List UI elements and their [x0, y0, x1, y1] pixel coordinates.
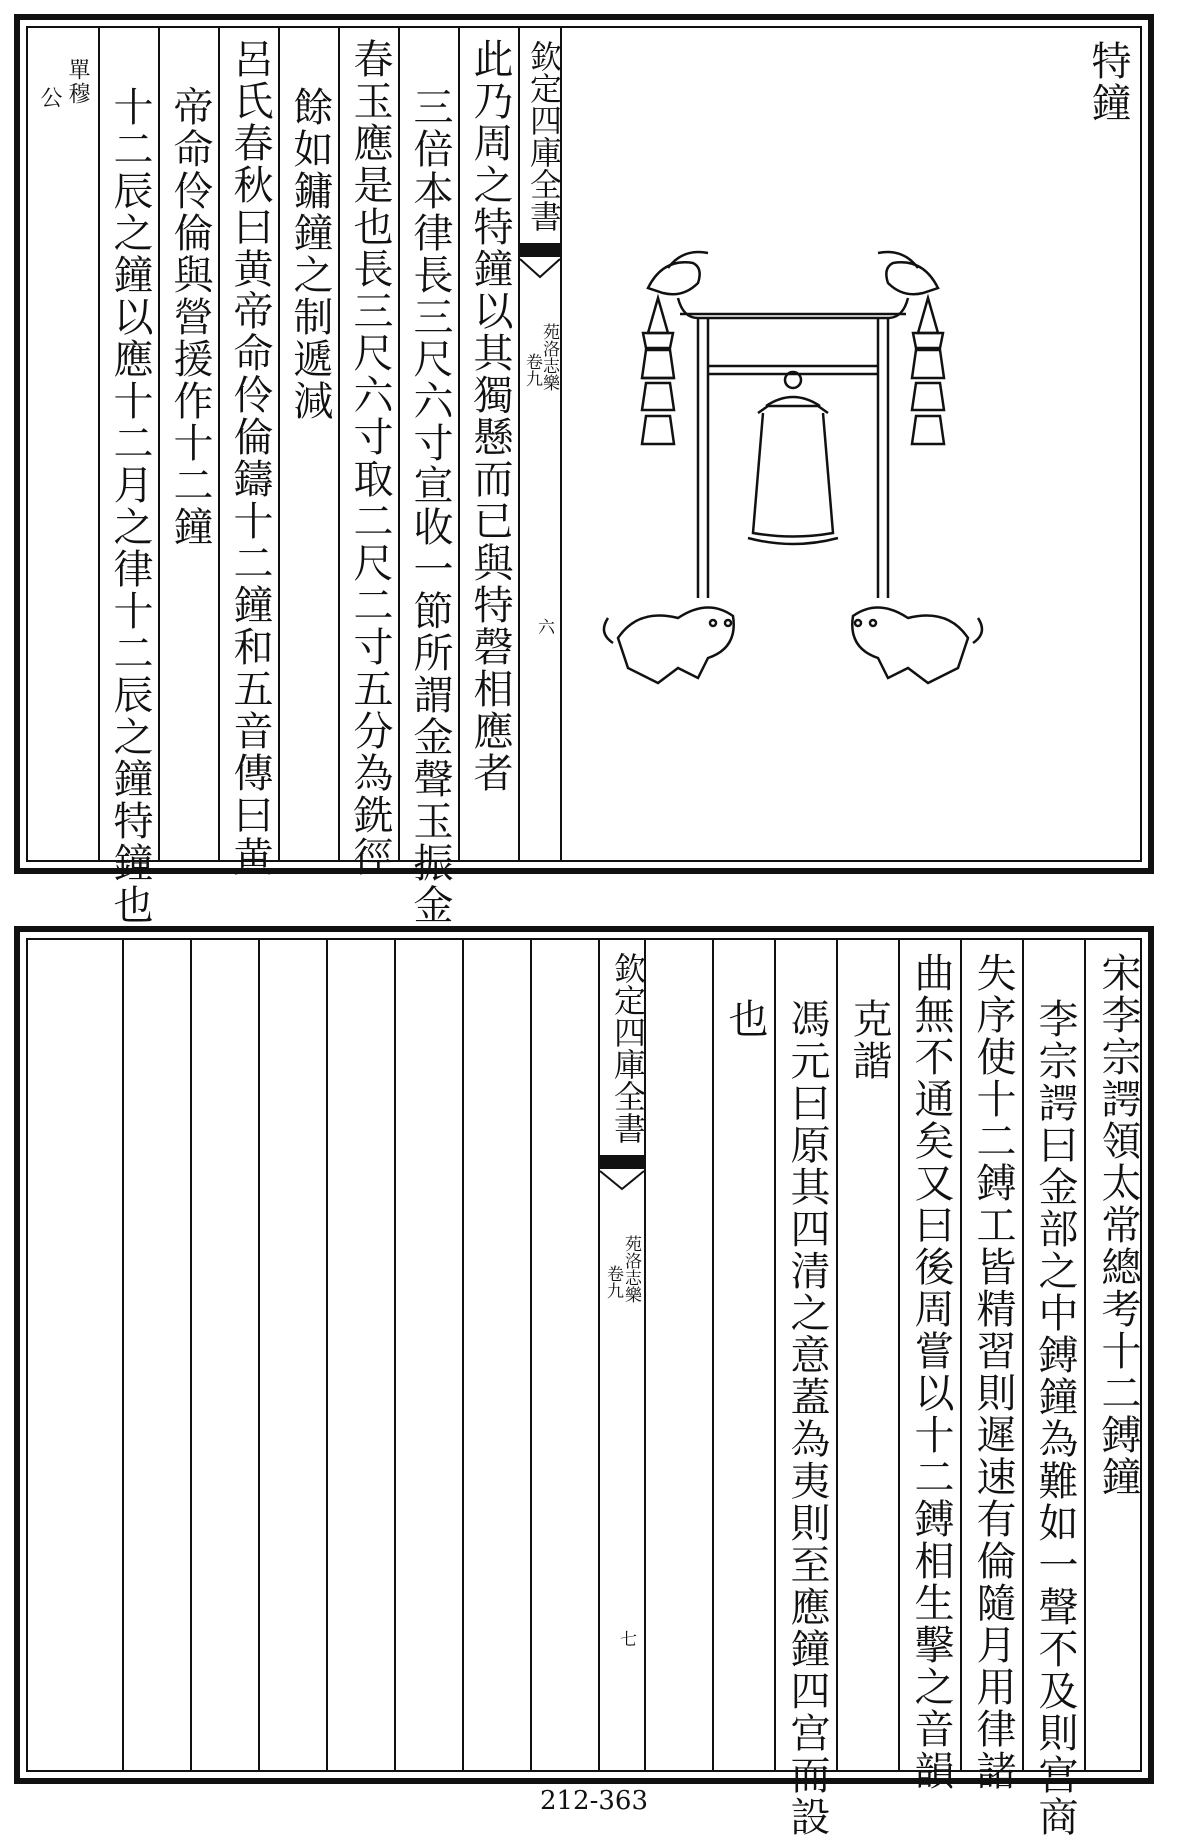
- text-column: 春玉應是也長三尺六寸取二尺二寸五分為銑徑: [338, 28, 400, 860]
- spine-book-title: 苑洛志樂: [539, 323, 559, 391]
- empty-column: [28, 940, 122, 1770]
- page-upper: [14, 14, 1154, 926]
- page-lower-spine: [598, 940, 646, 1770]
- spine-chevron-icon: [520, 257, 560, 279]
- spine-book-title: 苑洛志樂: [621, 1235, 641, 1303]
- spine-bar: [520, 243, 560, 257]
- text-column: 宋李宗諤領太常總考十二鎛鐘: [1084, 940, 1150, 1770]
- text-column: 十二辰之鐘以應十二月之律十二辰之鐘特鐘也: [98, 28, 160, 860]
- spine-page-number: 六: [534, 618, 554, 635]
- annotation: 單穆: [65, 58, 90, 106]
- spine-bar: [600, 1155, 644, 1169]
- annotation: 公: [37, 86, 62, 110]
- page-upper-spine: [518, 28, 562, 860]
- text-column: 帝命伶倫與營援作十二鐘: [158, 28, 220, 860]
- text-column: 也: [712, 940, 776, 1770]
- spine-chevron-icon: [600, 1169, 644, 1191]
- page-upper-frame: [26, 26, 1142, 926]
- empty-column: [122, 940, 192, 1770]
- text-column: 克諧: [836, 940, 900, 1770]
- spine-title: 欽定四庫全書: [609, 952, 647, 1144]
- empty-column: [530, 940, 600, 1770]
- text-column: 馮元曰原其四清之意蓋為夷則至應鐘四宫而設: [774, 940, 838, 1770]
- empty-column: [326, 940, 396, 1770]
- page-footer-number: 212-363: [539, 1786, 649, 1816]
- illustration-title: 特鐘: [1085, 40, 1131, 124]
- spine-volume: 卷九: [522, 353, 542, 387]
- empty-column: [462, 940, 532, 1770]
- spine-page-number: 七: [616, 1630, 636, 1647]
- text-column: 呂氏春秋曰黄帝命伶倫鑄十二鐘和五音傳曰黄: [218, 28, 280, 860]
- text-column: 三倍本律長三尺六寸宣收一節所謂金聲玉振金: [398, 28, 460, 860]
- text-column: 李宗諤曰金部之中鎛鐘為難如一聲不及則宫商: [1022, 940, 1086, 1770]
- empty-column: [258, 940, 328, 1770]
- empty-column: [190, 940, 260, 1770]
- spine-volume: 卷九: [603, 1265, 623, 1299]
- text-column: 曲無不通矣又曰後周嘗以十二鎛相生擊之音韻: [898, 940, 962, 1770]
- text-column: 失序使十二鎛工皆精習則遲速有倫隨月用律諸: [960, 940, 1024, 1770]
- bell-illustration: [588, 238, 1098, 758]
- note-column: [28, 28, 98, 860]
- empty-column: [394, 940, 464, 1770]
- spine-title: 欽定四庫全書: [525, 40, 563, 232]
- text-column: 此乃周之特鐘以其獨懸而已與特磬相應者: [458, 28, 520, 860]
- text-column: 餘如鏞鐘之制遞減: [278, 28, 340, 860]
